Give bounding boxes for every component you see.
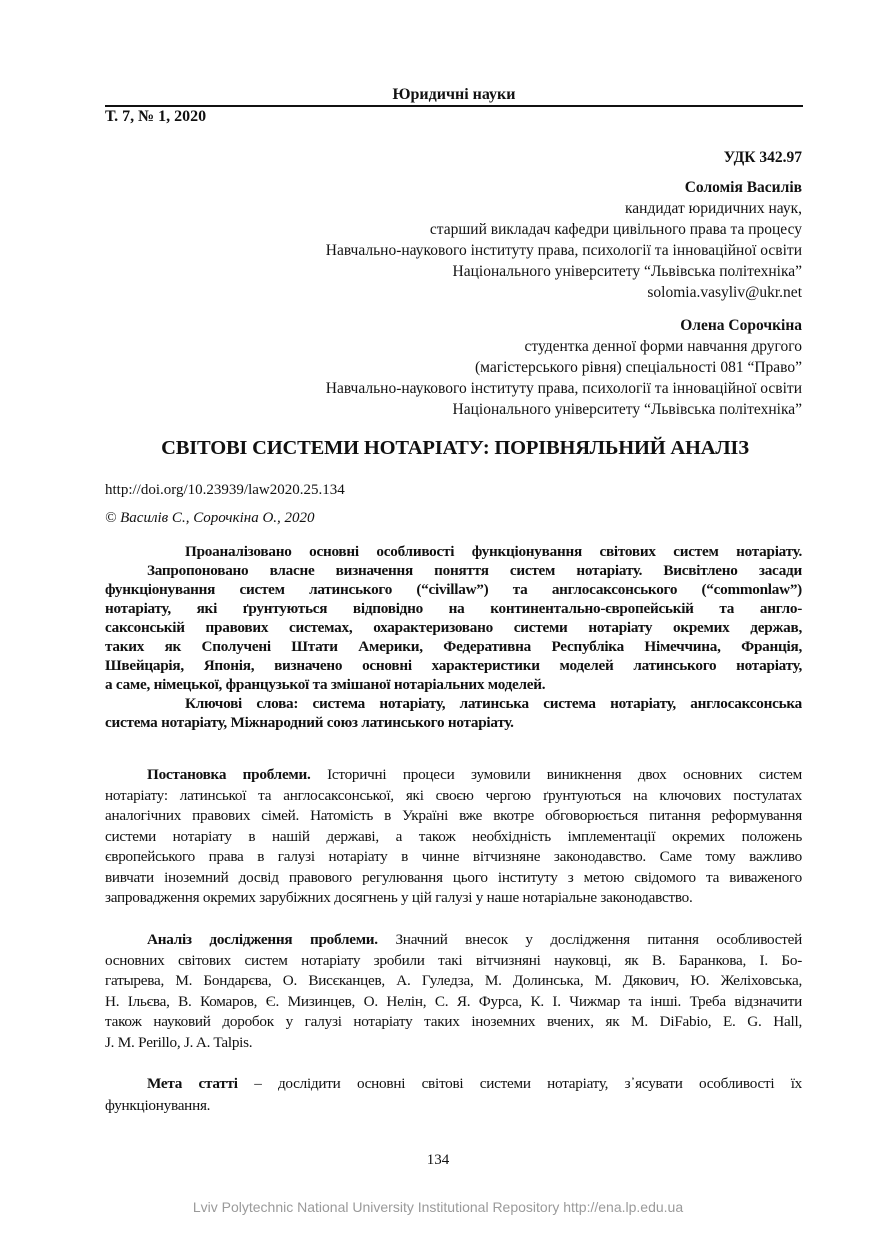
paragraph-line: нотаріату: латинської та англосаксонської, які своєю чергою ґрунтуються на ключових постулатах — [105, 786, 802, 804]
author-affiliation-line: старший викладач кафедри цивільного права та процесу — [429, 221, 802, 238]
section-research-analysis — [105, 930, 802, 1053]
paragraph-line: запровадження окремих зарубіжних досягнень у цій галузі у наше нотаріальне законодавство. — [105, 889, 693, 906]
author-name: Олена Сорочкіна — [680, 317, 802, 334]
paragraph-line — [105, 1073, 802, 1095]
paragraph-line: гатырева, М. Бондарєва, О. Висєканцев, А. Гуледза, М. Долинська, М. Дякович, Ю. Желіховська, — [105, 972, 802, 989]
author-name: Соломія Василів — [684, 179, 802, 196]
author-block-2 — [326, 315, 802, 420]
repository-footer: Lviv Polytechnic National University Institutional Repository http://ena.lp.edu.ua — [192, 1199, 684, 1215]
paragraph-text: Значний внесок у дослідження питання особливостей — [395, 931, 802, 948]
paragraph-line: функціонування. — [105, 1097, 211, 1114]
author-affiliation-line: Національного університету “Львівська політехніка” — [452, 263, 802, 280]
author-affiliation-line: студентка денної форми навчання другого — [524, 338, 802, 355]
paragraph-line: європейського права в галузі нотаріату в чинне вітчизняне законодавство. Саме тому важливо — [105, 848, 802, 865]
article-title: СВІТОВІ СИСТЕМИ НОТАРІАТУ: ПОРІВНЯЛЬНИЙ АНАЛІЗ — [161, 437, 749, 459]
author-block-1 — [326, 177, 802, 303]
abstract-line: саксонській правових системах, охарактеризовано системи нотаріату окремих держав, — [105, 619, 802, 636]
abstract-line: таких як Сполучені Штати Америки, Федеративна Республіка Німеччина, Франція, — [105, 638, 802, 655]
author-affiliation-line: Навчально-наукового інституту права, психології та інноваційної освіти — [325, 380, 802, 397]
keywords-line: Ключові слова: система нотаріату, латинська система нотаріату, англосаксонська — [185, 695, 802, 712]
abstract-line: функціонування систем латинського (“civillaw”) та англосаксонського (“commonlaw”) — [105, 581, 802, 598]
abstract-line: Проаналізовано основні особливості функціонування світових систем нотаріату. — [185, 543, 802, 560]
abstract-line: Запропоновано власне визначення поняття систем нотаріату. Висвітлено засади — [147, 562, 802, 579]
abstract-line: нотаріату, які ґрунтуються відповідно на континентально-європейській та англо- — [105, 600, 802, 617]
author-affiliation-line: (магістерського рівня) спеціальності 081 “Право” — [475, 359, 802, 376]
paragraph-line — [105, 765, 802, 786]
header-rule — [105, 105, 803, 107]
paragraph-line: J. M. Perillo, J. A. Talpis. — [105, 1033, 253, 1051]
paragraph-line: основних світових систем нотаріату зробили такі вітчизняні науковці, як В. Баранкова, І. Бо- — [105, 951, 802, 969]
author-affiliation-line: Національного університету “Львівська політехніка” — [452, 401, 802, 418]
copyright: © Василів С., Сорочкіна О., 2020 — [105, 510, 315, 526]
paragraph-line: вивчати іноземний досвід правового регулювання цього інституту з метою свідомого та виваженого — [105, 868, 802, 886]
paragraph-line: також науковий доробок у галузі нотаріату таких іноземних вчених, як M. DiFabio, E. G. Hall, — [105, 1013, 802, 1030]
keywords-line: система нотаріату, Міжнародний союз латинського нотаріату. — [105, 714, 514, 731]
paragraph-text: Історичні процеси зумовили виникнення двох основних систем — [327, 766, 802, 783]
paragraph-line: системи нотаріату в нашій державі, а також необхідність імплементації окремих положень — [105, 827, 802, 845]
page-number: 134 — [426, 1152, 450, 1168]
abstract-line: а саме, німецької, французької та змішаної нотаріальних моделей. — [105, 676, 546, 693]
paragraph-text: – дослідити основні світові системи нотаріату, з᾽ясувати особливості їх — [254, 1075, 803, 1092]
section-heading: Постановка проблеми. — [147, 766, 311, 783]
doi-link[interactable]: http://doi.org/10.23939/law2020.25.134 — [105, 482, 345, 498]
section-problem-statement — [105, 765, 802, 909]
author-affiliation-line: кандидат юридичних наук, — [624, 200, 802, 217]
journal-section-header: Юридичні науки — [392, 86, 516, 103]
paragraph-line: Н. Ільєва, В. Комаров, Є. Мизинцев, О. Нелін, С. Я. Фурса, К. І. Чижмар та інші. Треба відзначити — [105, 992, 802, 1010]
abstract — [105, 542, 802, 732]
abstract-line: Швейцарія, Японія, визначено основні характеристики моделей латинського нотаріату, — [105, 657, 802, 674]
author-affiliation-line: Навчально-наукового інституту права, психології та інноваційної освіти — [325, 242, 802, 259]
section-heading: Аналіз дослідження проблеми. — [147, 931, 378, 948]
author-email: solomia.vasyliv@ukr.net — [647, 284, 802, 301]
paragraph-line: аналогічних правових сімей. Натомість в Україні вже вкотре обговорюється питання реформування — [105, 807, 802, 824]
section-heading: Мета статті — [147, 1075, 238, 1092]
paragraph-line — [105, 930, 802, 951]
volume-info: Т. 7, № 1, 2020 — [105, 108, 207, 125]
udc-code: УДК 342.97 — [723, 149, 802, 166]
section-article-goal — [105, 1073, 802, 1117]
